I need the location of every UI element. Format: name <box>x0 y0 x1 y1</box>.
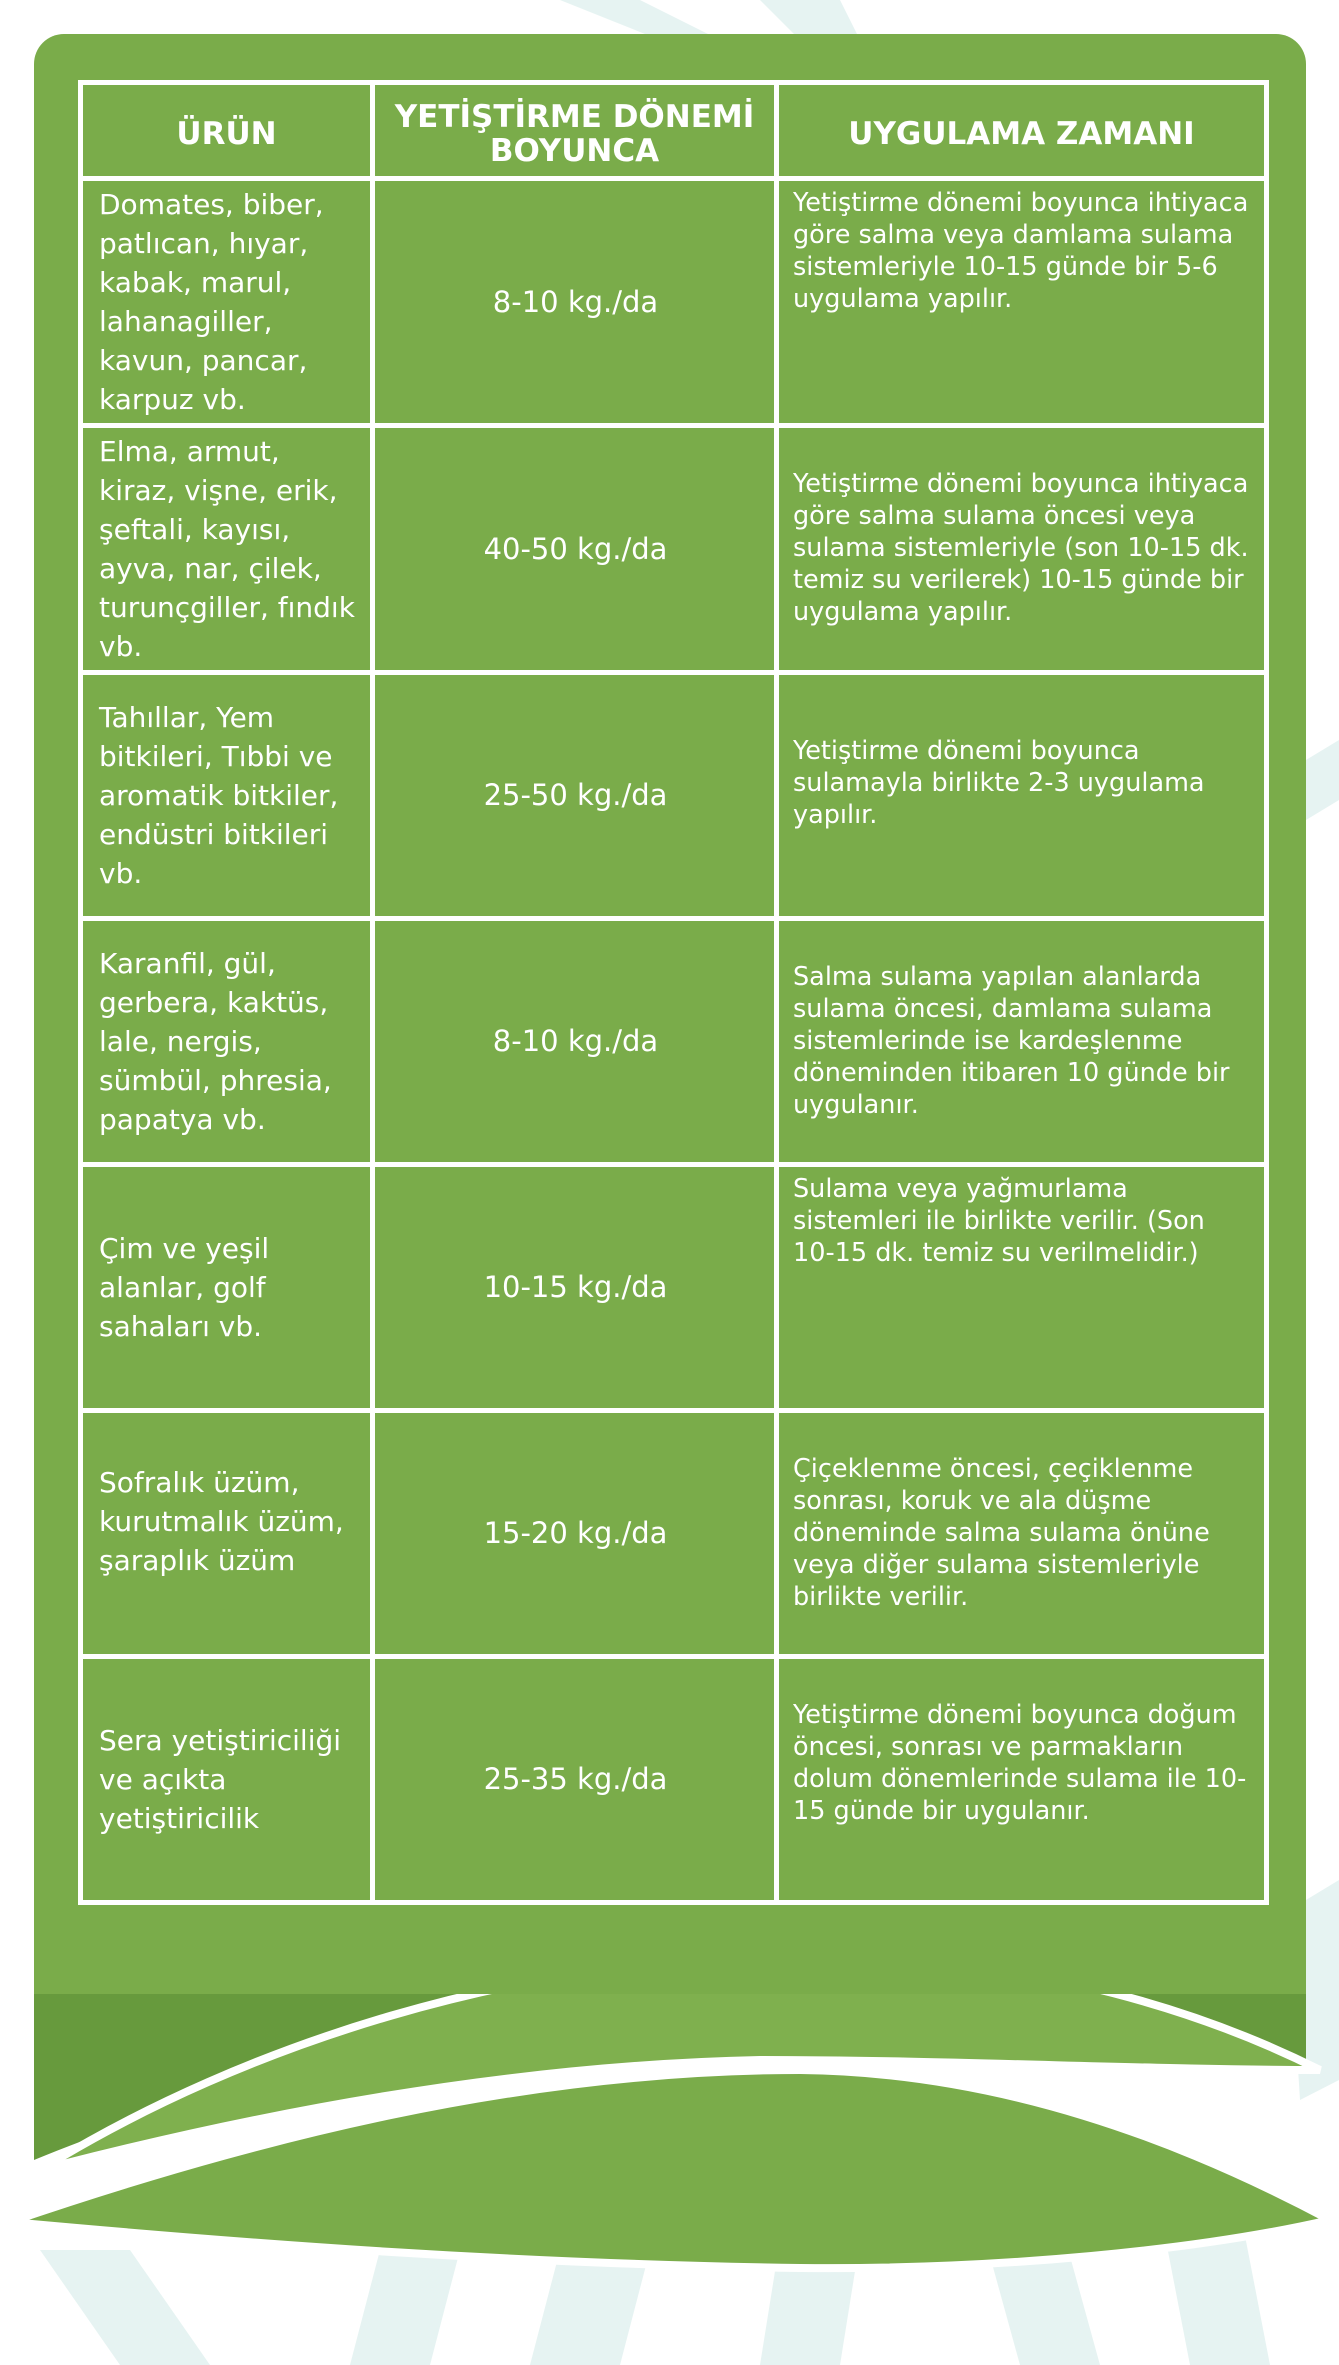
product-cell: Elma, armut, kiraz, vişne, erik, şeftali, kayısı, ayva, nar, çilek, turunçgiller, fındık vb. <box>81 426 373 673</box>
table-row <box>81 919 1267 1165</box>
table-row <box>81 179 1267 426</box>
header-product: ÜRÜN <box>81 83 373 179</box>
header-growing-period: YETİŞTİRME DÖNEMİ BOYUNCA <box>373 83 777 179</box>
header-application-time: UYGULAMA ZAMANI <box>777 83 1267 179</box>
timing-cell: Salma sulama yapılan alanlarda sulama öncesi, damlama sulama sistemlerinde ise kardeşlenme döneminden itibaren 10 günde bir uygulanır. <box>777 919 1267 1165</box>
amount-cell: 25-35 kg./da <box>373 1657 777 1903</box>
timing-cell: Yetiştirme dönemi boyunca sulamayla birlikte 2-3 uygulama yapılır. <box>777 673 1267 919</box>
table-row <box>81 1657 1267 1903</box>
table-row <box>81 1165 1267 1411</box>
product-cell: Tahıllar, Yem bitkileri, Tıbbi ve aromatik bitkiler, endüstri bitkileri vb. <box>81 673 373 919</box>
amount-cell: 25-50 kg./da <box>373 673 777 919</box>
timing-cell: Yetiştirme dönemi boyunca ihtiyaca göre salma veya damlama sulama sistemleriyle 10-15 günde bir 5-6 uygulama yapılır. <box>777 179 1267 426</box>
table-row <box>81 426 1267 673</box>
timing-cell: Sulama veya yağmurlama sistemleri ile birlikte verilir. (Son 10-15 dk. temiz su verilmelidir.) <box>777 1165 1267 1411</box>
timing-cell: Çiçeklenme öncesi, çeçiklenme sonrası, koruk ve ala düşme döneminde salma sulama önüne veya diğer sulama sistemleriyle birlikte verilir. <box>777 1411 1267 1657</box>
amount-cell: 8-10 kg./da <box>373 919 777 1165</box>
product-cell: Karanfil, gül, gerbera, kaktüs, lale, nergis, sümbül, phresia, papatya vb. <box>81 919 373 1165</box>
table-header-row <box>81 83 1267 179</box>
amount-cell: 10-15 kg./da <box>373 1165 777 1411</box>
product-cell: Sera yetiştiriciliği ve açıkta yetiştiricilik <box>81 1657 373 1903</box>
table-row <box>81 1411 1267 1657</box>
amount-cell: 8-10 kg./da <box>373 179 777 426</box>
table-row <box>81 673 1267 919</box>
fertilizer-application-table <box>78 80 1269 1905</box>
amount-cell: 40-50 kg./da <box>373 426 777 673</box>
timing-cell: Yetiştirme dönemi boyunca ihtiyaca göre salma sulama öncesi veya sulama sistemleriyle (son 10-15 dk. temiz su verilerek) 10-15 günde bir uygulama yapılır. <box>777 426 1267 673</box>
timing-cell: Yetiştirme dönemi boyunca doğum öncesi, sonrası ve parmakların dolum dönemlerinde sulama ile 10-15 günde bir uygulanır. <box>777 1657 1267 1903</box>
product-cell: Sofralık üzüm, kurutmalık üzüm, şaraplık üzüm <box>81 1411 373 1657</box>
amount-cell: 15-20 kg./da <box>373 1411 777 1657</box>
product-cell: Çim ve yeşil alanlar, golf sahaları vb. <box>81 1165 373 1411</box>
product-cell: Domates, biber, patlıcan, hıyar, kabak, marul, lahanagiller, kavun, pancar, karpuz vb. <box>81 179 373 426</box>
